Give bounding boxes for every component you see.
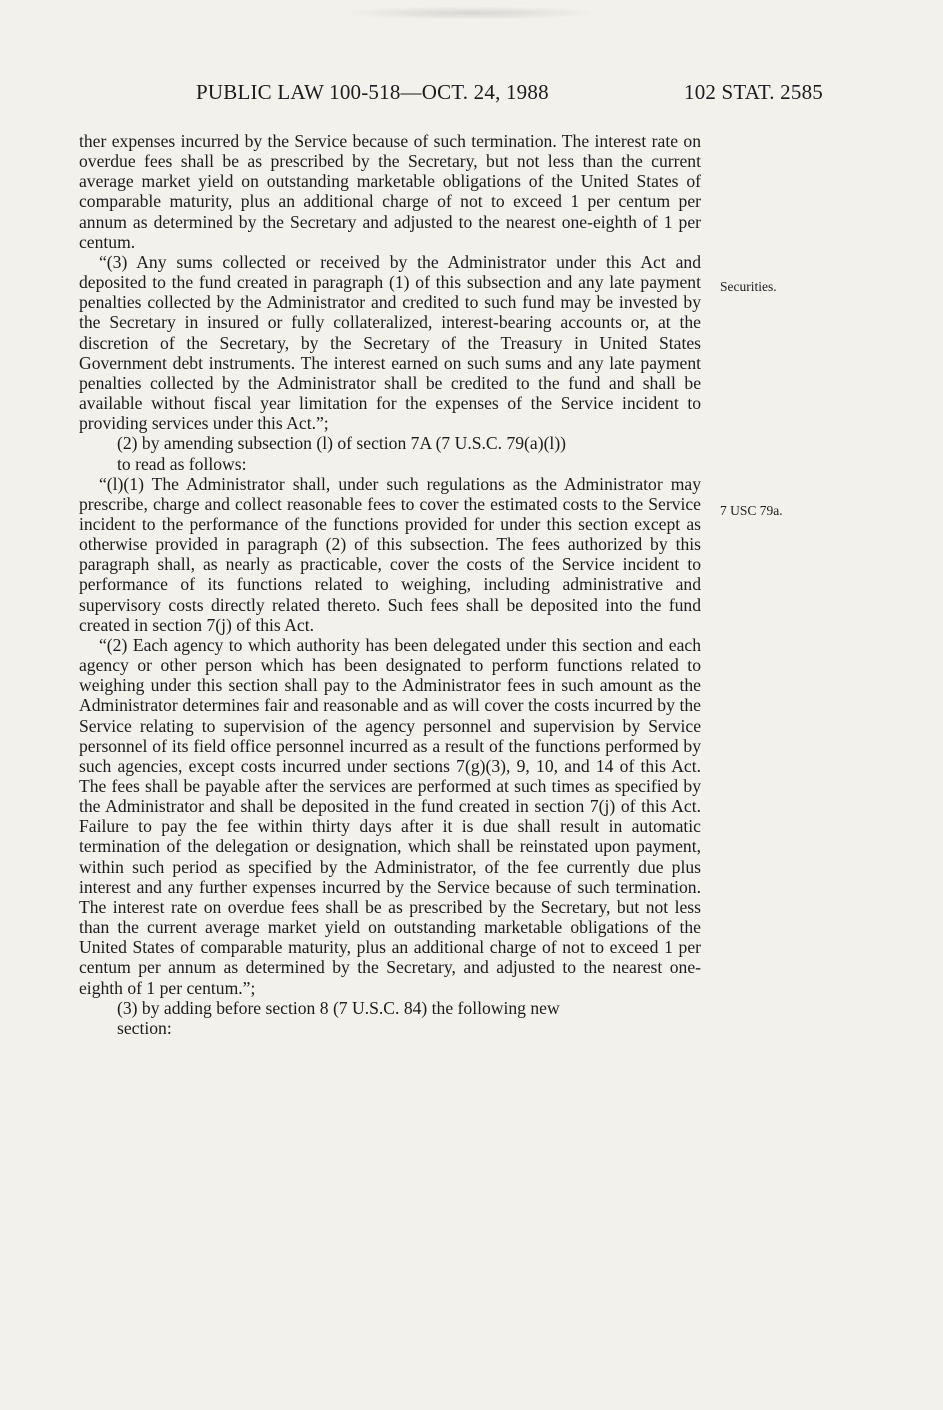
paragraph-2-agency: “(2) Each agency to which authority has been delegated under this section and each agency or other person which has been designated to perform functions related to weighing under this section shall pay to the Administrator fees in such amount as the Administrator determines fair and reasonable and as will cover the costs incurred by the Service relating to supervision of the agency personnel and supervision by Service personnel of its field office personnel incurred as a result of the functions performed by such agencies, except costs incurred under sections 7(g)(3), 9, 10, and 14 of this Act. The fees shall be payable after the services are performed at such times as specified by the Administrator and shall be deposited in the fund created in section 7(j) of this Act. Failure to pay the fee within thirty days after it is due shall result in automatic termination of the delegation or designation, which shall be reinstated upon payment, within such period as specified by the Administrator, of the fee currently due plus interest and any further expenses incurred by the Service because of such termination. The interest rate on overdue fees shall be as prescribed by the Secretary, but not less than the current average market yield on outstanding marketable obligations of the United States of comparable maturity, plus an additional charge of not to exceed 1 per centum per annum as determined by the Secretary, and adjusted to the nearest one-eighth of 1 per centum.”; <box>79 634 701 998</box>
scan-artifact <box>340 6 600 20</box>
paragraph-continuation: ther expenses incurred by the Service because of such termination. The interest rate on overdue fees shall be as prescribed by the Secretary, but not less than the current average market yield on outstanding marketable obligations of the United States of comparable maturity, plus an additional charge of not to exceed 1 per centum per annum as determined by the Secretary and adjusted to the nearest one-eighth of 1 per centum. <box>79 131 701 252</box>
paragraph-add-section-cont: section: <box>117 1017 172 1038</box>
paragraph-amend-7a: (2) by amending subsection (l) of section 7A (7 U.S.C. 79(a)(l)) <box>117 433 567 454</box>
paragraph-add-section: (3) by adding before section 8 (7 U.S.C. 84) the following new <box>117 997 560 1018</box>
paragraph-3-sums: “(3) Any sums collected or received by the Administrator under this Act and deposited to the fund created in paragraph (1) of this subsection and any late payment penalties collected by the Administrator and credited to such fund may be invested by the Secretary in insured or fully collateralized, interest-bearing accounts or, at the discretion of the Secretary, by the Secretary of the Treasury in United States Government debt instruments. The interest earned on such sums and any late payment penalties collected by the Administrator shall be credited to the fund and shall be available without fiscal year limitation for the expenses of the Service incident to providing services under this Act.”; <box>79 251 701 434</box>
page-header-stat: 102 STAT. 2585 <box>684 80 823 104</box>
paragraph-l1-fees: “(l)(1) The Administrator shall, under such regulations as the Administrator may prescribe, charge and collect reasonable fees to cover the estimated costs to the Service incident to the performance of the functions provided for under this section except as otherwise provided in paragraph (2) of this subsection. The fees authorized by this paragraph shall, as nearly as practicable, cover the costs of the Service incident to performance of its functions related to weighing, including administrative and supervisory costs directly related thereto. Such fees shall be deposited into the fund created in section 7(j) of this Act. <box>79 473 701 635</box>
margin-note-usc: 7 USC 79a. <box>720 503 783 518</box>
margin-note-securities: Securities. <box>720 279 777 294</box>
page-header-law: PUBLIC LAW 100-518—OCT. 24, 1988 <box>196 80 549 104</box>
paragraph-amend-7a-cont: to read as follows: <box>117 453 247 474</box>
body-text <box>79 131 701 1038</box>
